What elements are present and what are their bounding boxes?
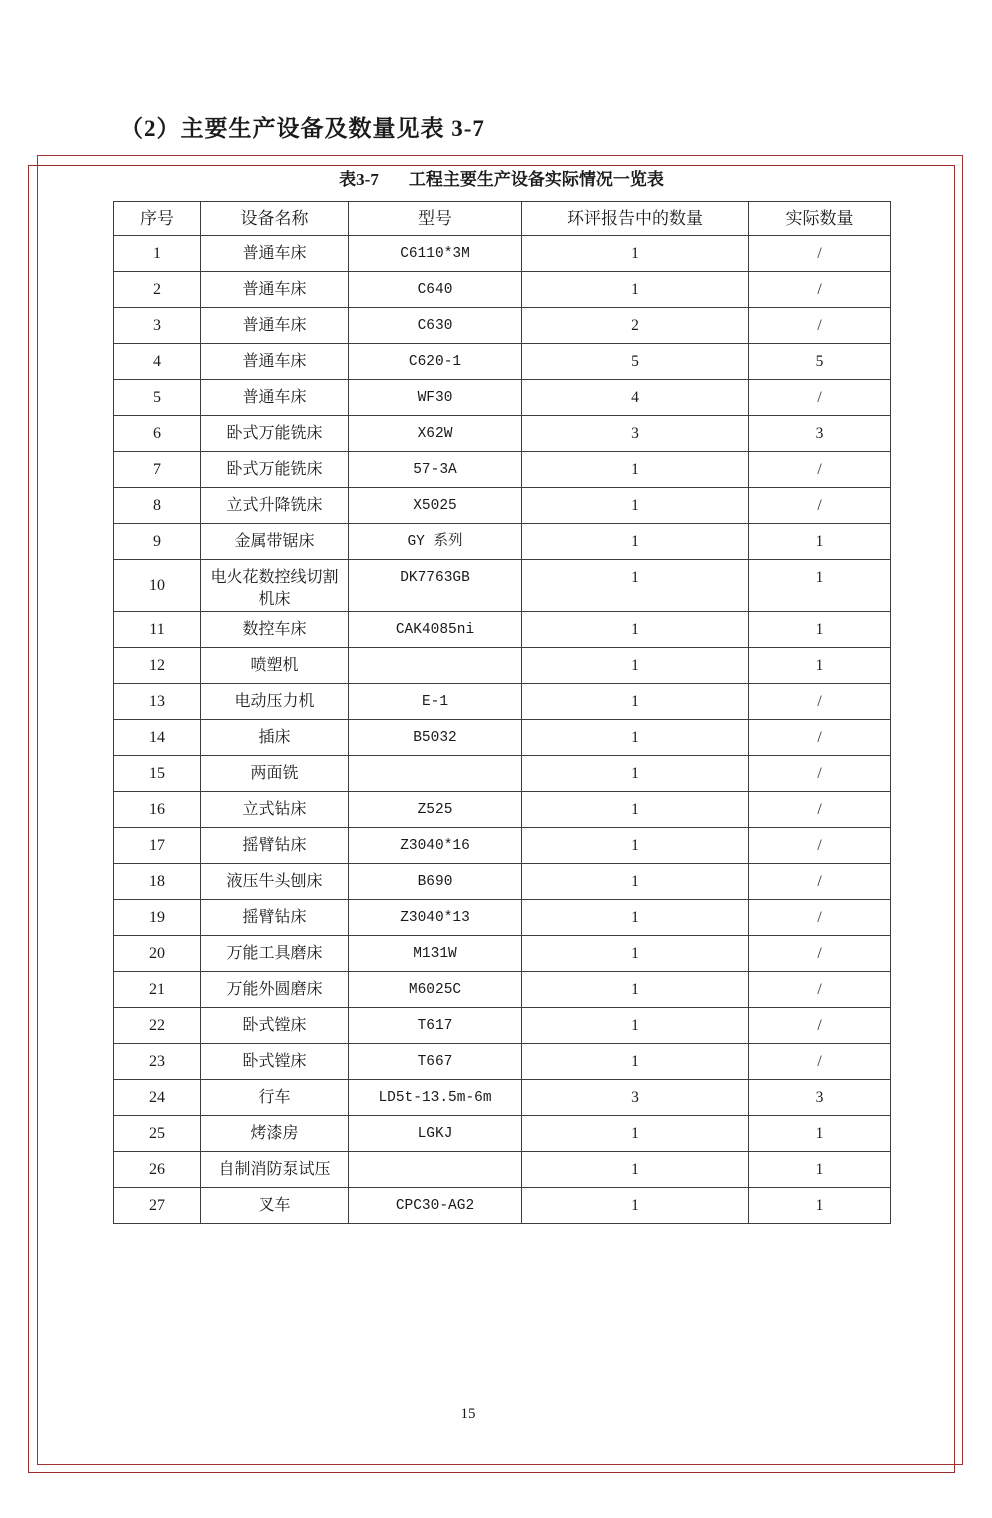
row-index: 22 — [114, 1008, 201, 1044]
model: X5025 — [349, 488, 522, 524]
device-name: 叉车 — [201, 1188, 349, 1224]
row-index: 9 — [114, 524, 201, 560]
row-index: 21 — [114, 972, 201, 1008]
eia-quantity: 1 — [522, 1188, 749, 1224]
row-index: 26 — [114, 1152, 201, 1188]
eia-quantity: 3 — [522, 1080, 749, 1116]
actual-quantity: / — [749, 684, 891, 720]
row-index: 23 — [114, 1044, 201, 1080]
table-row — [114, 380, 891, 416]
actual-quantity: 1 — [749, 1116, 891, 1152]
actual-quantity: / — [749, 864, 891, 900]
actual-quantity: / — [749, 236, 891, 272]
model: E-1 — [349, 684, 522, 720]
eia-quantity: 1 — [522, 1008, 749, 1044]
table-row — [114, 972, 891, 1008]
table-row — [114, 452, 891, 488]
device-name: 喷塑机 — [201, 648, 349, 684]
document-page — [0, 115, 992, 1224]
eia-quantity: 1 — [522, 720, 749, 756]
table-row — [114, 1044, 891, 1080]
device-name: 摇臂钻床 — [201, 900, 349, 936]
table-header-row — [114, 202, 891, 236]
device-name: 卧式镗床 — [201, 1044, 349, 1080]
row-index: 14 — [114, 720, 201, 756]
device-name: 自制消防泵试压 — [201, 1152, 349, 1188]
eia-quantity: 1 — [522, 1044, 749, 1080]
row-index: 16 — [114, 792, 201, 828]
table-caption — [113, 169, 890, 191]
actual-quantity: / — [749, 720, 891, 756]
table-row — [114, 344, 891, 380]
device-name: 立式升降铣床 — [201, 488, 349, 524]
device-name: 万能工具磨床 — [201, 936, 349, 972]
model: LGKJ — [349, 1116, 522, 1152]
table-row — [114, 648, 891, 684]
actual-quantity: 1 — [749, 524, 891, 560]
row-index: 3 — [114, 308, 201, 344]
eia-quantity: 1 — [522, 1116, 749, 1152]
actual-quantity: 1 — [749, 648, 891, 684]
equipment-table-body — [114, 236, 891, 1224]
device-name: 立式钻床 — [201, 792, 349, 828]
actual-quantity: / — [749, 488, 891, 524]
model: CPC30-AG2 — [349, 1188, 522, 1224]
model: T617 — [349, 1008, 522, 1044]
device-name: 普通车床 — [201, 344, 349, 380]
actual-quantity: / — [749, 308, 891, 344]
table-row — [114, 936, 891, 972]
table-caption-label: 表3-7 — [339, 170, 379, 189]
device-name: 行车 — [201, 1080, 349, 1116]
actual-quantity: / — [749, 452, 891, 488]
table-row — [114, 1080, 891, 1116]
eia-quantity: 1 — [522, 828, 749, 864]
model: C640 — [349, 272, 522, 308]
header-actual-quantity: 实际数量 — [749, 202, 891, 236]
actual-quantity: 5 — [749, 344, 891, 380]
device-name: 普通车床 — [201, 380, 349, 416]
device-name: 卧式镗床 — [201, 1008, 349, 1044]
eia-quantity: 1 — [522, 488, 749, 524]
actual-quantity: 3 — [749, 1080, 891, 1116]
row-index: 1 — [114, 236, 201, 272]
table-row — [114, 900, 891, 936]
row-index: 11 — [114, 612, 201, 648]
model: M131W — [349, 936, 522, 972]
device-name: 液压牛头刨床 — [201, 864, 349, 900]
section-heading: （2）主要生产设备及数量见表 3-7 — [120, 116, 485, 141]
eia-quantity: 1 — [522, 272, 749, 308]
row-index: 7 — [114, 452, 201, 488]
eia-quantity: 1 — [522, 864, 749, 900]
eia-quantity: 2 — [522, 308, 749, 344]
eia-quantity: 1 — [522, 560, 749, 612]
header-device-name: 设备名称 — [201, 202, 349, 236]
row-index: 18 — [114, 864, 201, 900]
table-row — [114, 1008, 891, 1044]
model: M6025C — [349, 972, 522, 1008]
model: B5032 — [349, 720, 522, 756]
table-row — [114, 308, 891, 344]
actual-quantity: / — [749, 756, 891, 792]
page-number: 15 — [460, 1406, 476, 1422]
eia-quantity: 1 — [522, 452, 749, 488]
model: Z525 — [349, 792, 522, 828]
table-row — [114, 828, 891, 864]
model: X62W — [349, 416, 522, 452]
row-index: 24 — [114, 1080, 201, 1116]
model: T667 — [349, 1044, 522, 1080]
equipment-table — [113, 201, 891, 1224]
model: C6110*3M — [349, 236, 522, 272]
eia-quantity: 1 — [522, 1152, 749, 1188]
model: CAK4085ni — [349, 612, 522, 648]
row-index: 5 — [114, 380, 201, 416]
table-row — [114, 560, 891, 612]
eia-quantity: 1 — [522, 756, 749, 792]
eia-quantity: 5 — [522, 344, 749, 380]
model: Z3040*16 — [349, 828, 522, 864]
row-index: 17 — [114, 828, 201, 864]
device-name: 两面铣 — [201, 756, 349, 792]
model: C620-1 — [349, 344, 522, 380]
table-caption-title: 工程主要生产设备实际情况一览表 — [408, 170, 664, 189]
actual-quantity: / — [749, 1008, 891, 1044]
eia-quantity: 1 — [522, 236, 749, 272]
device-name: 普通车床 — [201, 272, 349, 308]
model — [349, 1152, 522, 1188]
row-index: 13 — [114, 684, 201, 720]
table-row — [114, 684, 891, 720]
actual-quantity: / — [749, 380, 891, 416]
device-name: 插床 — [201, 720, 349, 756]
model — [349, 756, 522, 792]
table-row — [114, 1188, 891, 1224]
table-row — [114, 612, 891, 648]
device-name: 金属带锯床 — [201, 524, 349, 560]
model: LD5t-13.5m-6m — [349, 1080, 522, 1116]
device-name: 卧式万能铣床 — [201, 452, 349, 488]
actual-quantity: / — [749, 1044, 891, 1080]
actual-quantity: 1 — [749, 1188, 891, 1224]
table-row — [114, 792, 891, 828]
device-name: 卧式万能铣床 — [201, 416, 349, 452]
model: B690 — [349, 864, 522, 900]
table-row — [114, 864, 891, 900]
table-row — [114, 416, 891, 452]
row-index: 10 — [114, 560, 201, 612]
table-row — [114, 488, 891, 524]
table-row — [114, 272, 891, 308]
actual-quantity: 3 — [749, 416, 891, 452]
table-row — [114, 1116, 891, 1152]
table-row — [114, 524, 891, 560]
header-model: 型号 — [349, 202, 522, 236]
eia-quantity: 1 — [522, 612, 749, 648]
device-name: 电火花数控线切割机床 — [201, 560, 349, 612]
header-eia-quantity: 环评报告中的数量 — [522, 202, 749, 236]
eia-quantity: 4 — [522, 380, 749, 416]
row-index: 12 — [114, 648, 201, 684]
device-name: 普通车床 — [201, 236, 349, 272]
table-row — [114, 720, 891, 756]
eia-quantity: 1 — [522, 972, 749, 1008]
actual-quantity: 1 — [749, 1152, 891, 1188]
eia-quantity: 1 — [522, 684, 749, 720]
actual-quantity: / — [749, 972, 891, 1008]
actual-quantity: 1 — [749, 560, 891, 612]
row-index: 20 — [114, 936, 201, 972]
device-name: 电动压力机 — [201, 684, 349, 720]
model — [349, 648, 522, 684]
actual-quantity: / — [749, 792, 891, 828]
model: WF30 — [349, 380, 522, 416]
table-row — [114, 756, 891, 792]
eia-quantity: 1 — [522, 524, 749, 560]
row-index: 27 — [114, 1188, 201, 1224]
device-name: 数控车床 — [201, 612, 349, 648]
row-index: 25 — [114, 1116, 201, 1152]
table-row — [114, 1152, 891, 1188]
actual-quantity: / — [749, 900, 891, 936]
eia-quantity: 3 — [522, 416, 749, 452]
eia-quantity: 1 — [522, 900, 749, 936]
eia-quantity: 1 — [522, 648, 749, 684]
model: Z3040*13 — [349, 900, 522, 936]
model: DK7763GB — [349, 560, 522, 612]
actual-quantity: / — [749, 936, 891, 972]
model: C630 — [349, 308, 522, 344]
model: GY 系列 — [349, 524, 522, 560]
row-index: 15 — [114, 756, 201, 792]
actual-quantity: 1 — [749, 612, 891, 648]
eia-quantity: 1 — [522, 792, 749, 828]
row-index: 4 — [114, 344, 201, 380]
device-name: 摇臂钻床 — [201, 828, 349, 864]
actual-quantity: / — [749, 828, 891, 864]
actual-quantity: / — [749, 272, 891, 308]
row-index: 19 — [114, 900, 201, 936]
eia-quantity: 1 — [522, 936, 749, 972]
row-index: 2 — [114, 272, 201, 308]
row-index: 6 — [114, 416, 201, 452]
row-index: 8 — [114, 488, 201, 524]
device-name: 万能外圆磨床 — [201, 972, 349, 1008]
model: 57-3A — [349, 452, 522, 488]
device-name: 普通车床 — [201, 308, 349, 344]
header-row-index: 序号 — [114, 202, 201, 236]
table-row — [114, 236, 891, 272]
device-name: 烤漆房 — [201, 1116, 349, 1152]
